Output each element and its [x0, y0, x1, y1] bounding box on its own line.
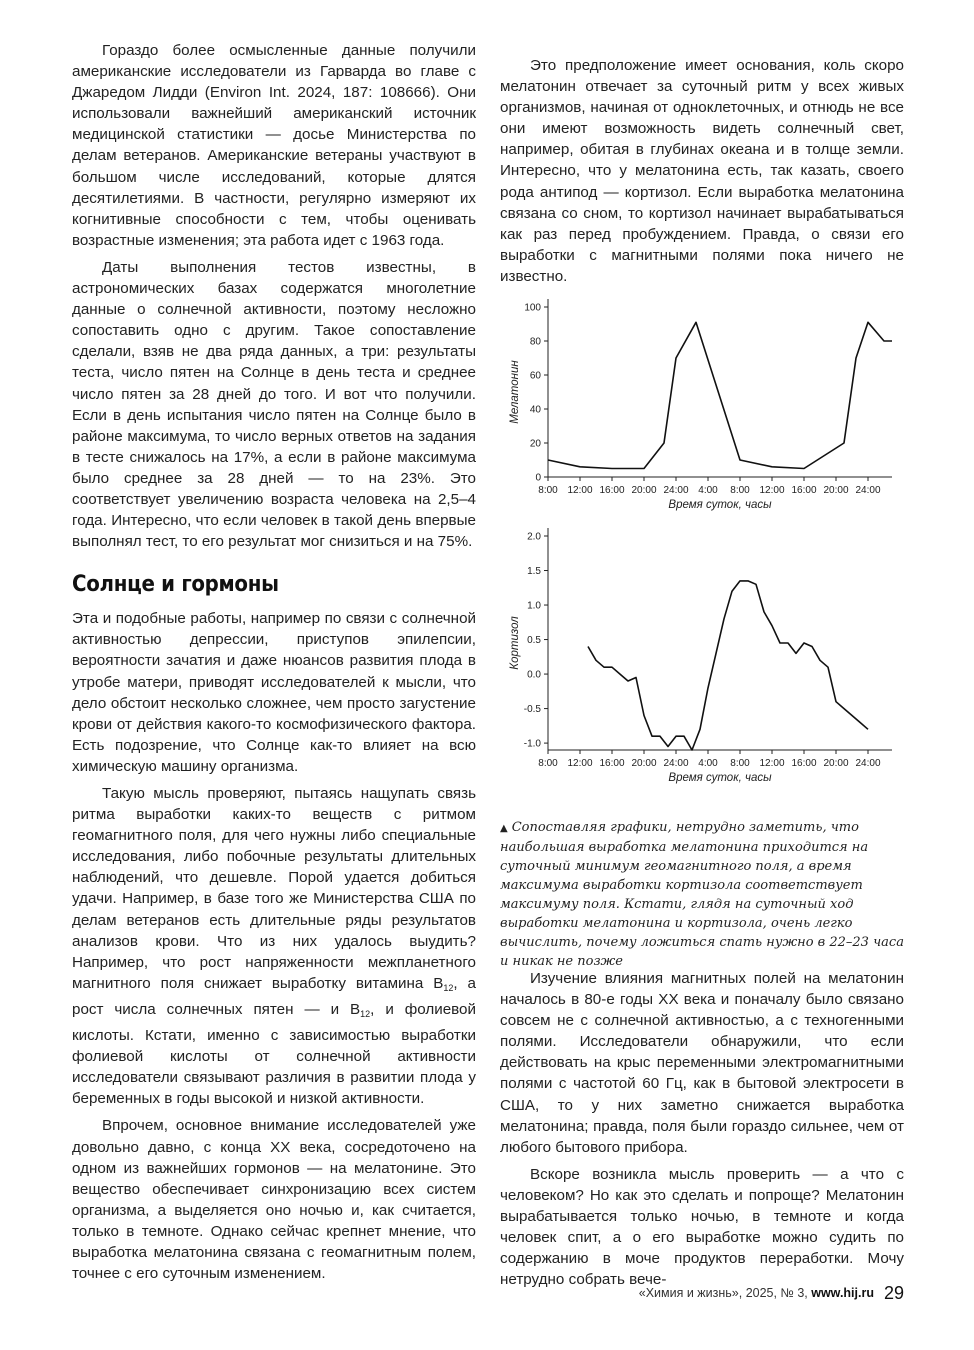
- text-run: , и фолиевой кислоты. Кстати, именно с зависимостью выработки фолиевой кислоты от солнечной активности исследователи связывают различия в развитии плода у беременных в годы высокой и низкой активности.: [72, 1000, 476, 1108]
- subscript: 12: [360, 1008, 371, 1019]
- x-tick-label: 24:00: [663, 485, 689, 496]
- cortisol-chart: [500, 528, 904, 798]
- right-column-top: [500, 55, 904, 293]
- y-tick-label: 20: [529, 438, 541, 450]
- page-number: 29: [883, 1283, 904, 1303]
- x-tick-label: 20:00: [823, 485, 849, 496]
- x-tick-label: 16:00: [599, 485, 625, 496]
- paragraph: Гораздо более осмысленные данные получили американские исследователи из Гарварда во главе с Джаредом Лидди (Environ Int. 2024, 187: 108666). Они использовали важнейший американский источник медицинской статистики — досье Министерства по делам ветеранов. Американские ветераны участвуют в большом числе исследований, которые длятся десятилетиями. В частности, регулярно измеряют их когнитивные способности с тем, чтобы оценивать возрастные изменения; эта работа идет с 1963 года.: [72, 42, 476, 249]
- right-column-bottom: [500, 968, 904, 1296]
- x-tick-label: 16:00: [599, 758, 625, 769]
- site-link[interactable]: www.hij.ru: [811, 1286, 874, 1300]
- y-tick-label: 100: [524, 302, 541, 314]
- section-heading: Солнце и гормоны: [72, 572, 279, 598]
- x-tick-label: 20:00: [823, 758, 849, 769]
- x-tick-label: 4:00: [698, 758, 718, 769]
- caption-text: Сопоставляя графики, нетрудно заметить, что наибольшая выработка мелатонина приходится на суточный минимум геомагнитного поля, а время максимума выработки кортизола соответствует максимуму поля. Кстати, глядя на суточный ход выработки мелатонина и кортизола, очень легко вычислить, почему ложиться спать нужно в 22–23 часа и никак не позже: [500, 820, 904, 969]
- paragraph: Эта и подобные работы, например по связи с солнечной активностью депрессии, приступов эпилепсии, вероятности зачатия и даже нюансов развития плода в утробе матери, приводят исследователей к мысли, что дело обстоит несколько сложнее, чем просто загустение крови от действия какого-то космофизического фактора. Есть подозрение, что Солнце как-то влияет на всю химическую машину организма.: [72, 610, 476, 775]
- x-tick-label: 12:00: [567, 758, 593, 769]
- series-line: [548, 322, 892, 468]
- left-column: [72, 40, 476, 1290]
- text-run: Такую мысль проверяют, пытаясь нащупать связь ритма выработки каких-то веществ с ритмом геомагнитного поля, для чего нужны либо специальные исследования, либо побочные результаты длительных наблюдений, что дешевле. Порой удается добиться удачи. Например, в базе того же Министерства США по делам ветеранов есть длительные ряды результатов анализов крови. Что из них удалось выудить? Например, что рост напряженности межпланетного магнитного поля снижает выработку витамина B: [72, 785, 476, 992]
- x-tick-label: 24:00: [855, 758, 881, 769]
- y-tick-label: 0.0: [527, 669, 541, 681]
- x-tick-label: 8:00: [730, 485, 750, 496]
- y-tick-label: 0: [535, 472, 541, 484]
- series-line: [588, 581, 868, 750]
- y-axis-label: Кортизол: [509, 616, 521, 670]
- paragraph: Даты выполнения тестов известны, в астрономических базах содержатся многолетние данные о солнечной активности, поэтому несложно сопоставить одно с другим. Такое сопоставление сделали, взяв не два ряда данных, а три: результаты теста, число пятен на Солнце в день теста и среднее число пятен за 28 дней до того. И вот что получили. Если в день испытания число пятен на Солнце было в районе максимума, то число верных ответов на задания в тесте снижалось на 17%, а если в районе максимума было среднее за 28 дней — то на 23%. Это соответствует увеличению возраста человека на 2,5–4 года. Интересно, что если человек в такой день впервые выполнял тест, то его результат мог снизиться и на 75%.: [72, 258, 476, 551]
- figure-caption: [500, 818, 904, 971]
- x-tick-label: 8:00: [538, 758, 558, 769]
- cortisol-chart-svg: [500, 528, 904, 798]
- y-axis-label: Мелатонин: [509, 360, 521, 424]
- y-tick-label: 60: [529, 370, 541, 382]
- page-footer: [639, 1283, 904, 1304]
- y-tick-label: -0.5: [523, 704, 541, 716]
- y-tick-label: 80: [529, 336, 541, 348]
- journal-info: «Химия и жизнь», 2025, № 3,: [638, 1286, 812, 1300]
- y-tick-label: 2.0: [527, 531, 541, 543]
- y-tick-label: 1.5: [527, 566, 541, 578]
- x-tick-label: 12:00: [759, 485, 785, 496]
- x-tick-label: 20:00: [631, 758, 657, 769]
- melatonin-chart: [500, 295, 904, 520]
- x-tick-label: 16:00: [791, 758, 817, 769]
- y-tick-label: -1.0: [523, 738, 541, 750]
- x-tick-label: 12:00: [567, 485, 593, 496]
- text-run: , а рост числа солнечных пятен — и B: [72, 974, 476, 1018]
- paragraph: Впрочем, основное внимание исследователей уже довольно давно, с конца XX века, сосредоточено на одном из важнейших гормонов — на мелатонине. Это вещество обеспечивает синхронизацию всех систем организма, а выделяется оно ночью и, как считается, только в темноте. Однако сейчас крепнет мнение, что выработка мелатонина связана с геомагнитным полем, точнее с его суточным изменением.: [72, 1117, 476, 1283]
- x-tick-label: 8:00: [538, 485, 558, 496]
- x-axis-label: Время суток, часы: [668, 772, 772, 784]
- caption-marker-icon: ▲: [500, 823, 508, 834]
- paragraph: Изучение влияния магнитных полей на мелатонин началось в 80-е годы XX века и поначалу было связано совсем не с солнечной активностью, а с техногенными полями. Исследователи обнаружили, что если действовать на крыс переменными электромагнитными полями с частотой 60 Гц, как в бытовой электросети в США, то у них заметно снижается выработка мелатонина; правда, поля были гораздо сильнее, чем от любого бытового прибора.: [500, 970, 904, 1156]
- x-tick-label: 4:00: [698, 485, 718, 496]
- paragraph: [72, 783, 476, 1109]
- x-tick-label: 20:00: [631, 485, 657, 496]
- x-tick-label: 24:00: [663, 758, 689, 769]
- x-axis-label: Время суток, часы: [668, 499, 772, 511]
- x-tick-label: 8:00: [730, 758, 750, 769]
- paragraph: Вскоре возникла мысль проверить — а что с человеком? Но как это сделать и попроще? Мелатонин вырабатывается только ночью, в темноте и когда человек спит, а о его выработке можно судить по содержанию в моче продуктов переработки. Мочу нетрудно собрать вече-: [500, 1165, 904, 1289]
- subscript: 12: [443, 982, 454, 993]
- y-tick-label: 40: [529, 404, 541, 416]
- melatonin-chart-svg: [500, 295, 904, 520]
- paragraph: Это предположение имеет основания, коль скоро мелатонин отвечает за суточный ритм у всех живых организмов, начиная от одноклеточных, и отнюдь не все они имеют возможность видеть солнечный свет, например, обитая в глубинах океана и в толще земли. Интересно, что у мелатонина есть, так казать, своего рода антипод — кортизол. Если выработка мелатонина связана со сном, то кортизол начинает вырабатываться как раз перед пробуждением. Правда, о связи его выработки с магнитными полями пока ничего не известно.: [500, 57, 904, 285]
- y-tick-label: 0.5: [527, 635, 541, 647]
- x-tick-label: 24:00: [855, 485, 881, 496]
- x-tick-label: 12:00: [759, 758, 785, 769]
- x-tick-label: 16:00: [791, 485, 817, 496]
- y-tick-label: 1.0: [527, 600, 541, 612]
